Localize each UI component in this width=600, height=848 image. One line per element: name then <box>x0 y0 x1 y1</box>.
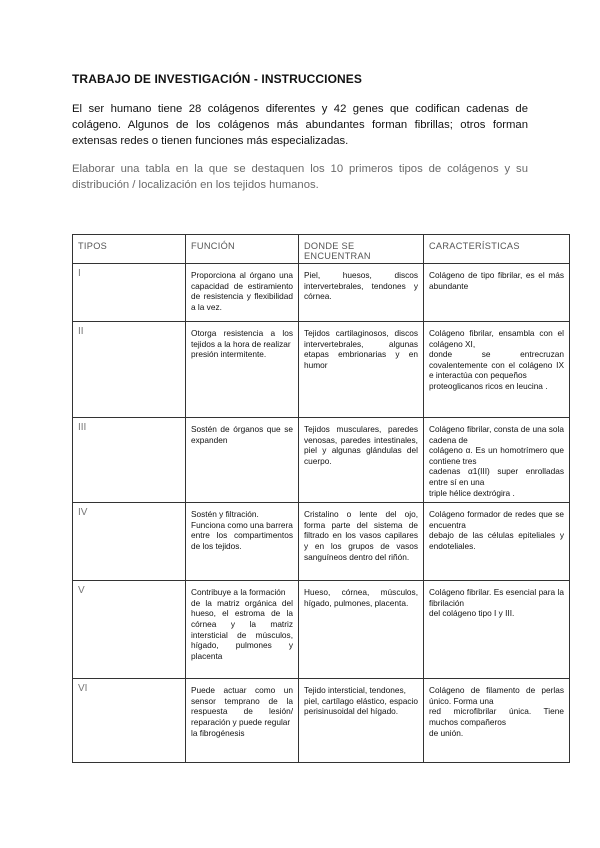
cell-donde <box>299 581 424 679</box>
header-tipos: TIPOS <box>73 235 186 264</box>
cell-tipo: II <box>73 322 186 418</box>
cell-text-line: red microfibrilar única. Tiene muchos compañeros <box>429 706 564 727</box>
cell-text-line: cadenas α1(III) super enrolladas entre sí en una <box>429 466 564 487</box>
cell-caracteristicas <box>424 679 570 763</box>
cell-text-line: Tejidos cartilaginosos, discos intervertebrales, algunas etapas embrionarias y en humor <box>304 328 418 370</box>
cell-text-line: Tejido intersticial, tendones, <box>304 685 406 696</box>
cell-text-line: debajo de las células epiteliales y endoteliales. <box>429 530 564 551</box>
cell-text-line: Hueso, córnea, músculos, hígado, pulmones, placenta. <box>304 587 418 608</box>
cell-tipo: VI <box>73 679 186 763</box>
cell-text-line: Colágeno formador de redes que se encuentra <box>429 509 564 530</box>
cell-tipo: IV <box>73 503 186 581</box>
cell-text-line: Piel, huesos, discos intervertebrales, tendones y córnea. <box>304 270 418 302</box>
cell-caracteristicas <box>424 418 570 503</box>
cell-text-line: piel, cartílago elástico, espacio perisinusoidal del hígado. <box>304 695 418 717</box>
cell-funcion <box>186 322 299 418</box>
cell-text-line: colágeno α. Es un homotrímero que contiene tres <box>429 445 564 466</box>
cell-tipo: V <box>73 581 186 679</box>
cell-text-line: Tejidos musculares, paredes venosas, paredes intestinales, piel y algunas glándulas del cuerpo. <box>304 424 418 466</box>
document-title: TRABAJO DE INVESTIGACIÓN - INSTRUCCIONES <box>72 72 363 86</box>
cell-text-line: Otorga resistencia a los tejidos a la hora de realizar <box>191 328 293 349</box>
cell-text-line: Proporciona al órgano una capacidad de estiramiento de resistencia y flexibilidad a la vez. <box>191 270 293 312</box>
cell-tipo: III <box>73 418 186 503</box>
cell-text-line: del colágeno tipo I y III. <box>429 608 515 619</box>
cell-text-line: de unión. <box>429 727 464 738</box>
cell-funcion <box>186 581 299 679</box>
cell-donde <box>299 264 424 322</box>
table-row <box>73 264 570 322</box>
cell-text-line: entre los compartimentos de los tejidos. <box>191 530 293 551</box>
cell-text-line: Contribuye a la formación <box>191 587 286 598</box>
cell-funcion <box>186 503 299 581</box>
intro-paragraph: El ser humano tiene 28 colágenos diferentes y 42 genes que codifican cadenas de colágeno. Algunos de los colágenos más abundantes forman fibrillas; otros forman extensas redes o tienen funciones más especializadas. <box>72 103 528 147</box>
collagen-table <box>72 234 570 763</box>
header-donde: DONDE SE ENCUENTRAN <box>299 235 424 264</box>
table-row <box>73 418 570 503</box>
cell-caracteristicas <box>424 581 570 679</box>
cell-funcion <box>186 418 299 503</box>
table-header-row <box>73 235 570 264</box>
cell-caracteristicas <box>424 264 570 322</box>
cell-caracteristicas <box>424 503 570 581</box>
cell-funcion <box>186 264 299 322</box>
table-row <box>73 581 570 679</box>
header-funcion: FUNCIÓN <box>186 235 299 264</box>
cell-text-line: Sostén y filtración. <box>191 509 259 520</box>
cell-text-line: presión intermitente. <box>191 349 267 360</box>
cell-text-line: Colágeno fibrilar. Es esencial para la fibrilación <box>429 587 564 608</box>
cell-tipo: I <box>73 264 186 322</box>
cell-funcion <box>186 679 299 763</box>
cell-text-line: Colágeno de tipo fibrilar, es el más abundante <box>429 270 564 291</box>
table-row <box>73 679 570 763</box>
cell-text-line: la fibrogénesis <box>191 727 245 738</box>
cell-text-line: Colágeno de filamento de perlas único. Forma una <box>429 685 564 706</box>
cell-caracteristicas <box>424 322 570 418</box>
cell-text-line: proteoglicanos ricos en leucina . <box>429 380 548 391</box>
cell-donde <box>299 418 424 503</box>
cell-text-line: triple hélice dextrógira . <box>429 487 515 498</box>
table-row <box>73 322 570 418</box>
cell-text-line: Funciona como una barrera <box>191 519 293 530</box>
header-caracteristicas: CARACTERÍSTICAS <box>424 235 570 264</box>
cell-text-line: donde se entrecruzan covalentemente con el colágeno IX e interactúa con pequeños <box>429 349 564 381</box>
instruction-paragraph: Elaborar una tabla en la que se destaquen los 10 primeros tipos de colágenos y su distribución / localización en los tejidos humanos. <box>72 163 528 191</box>
cell-text-line: Colágeno fibrilar, consta de una sola cadena de <box>429 424 564 445</box>
cell-text-line: Cristalino o lente del ojo, forma parte del sistema de filtrado en los vasos capilares y en los grupos de vasos sanguíneos dentro del riñón. <box>304 509 418 562</box>
cell-donde <box>299 679 424 763</box>
table-row <box>73 503 570 581</box>
cell-donde <box>299 503 424 581</box>
cell-donde <box>299 322 424 418</box>
cell-text-line: Puede actuar como un sensor temprano de la respuesta de lesión/ reparación y puede regular <box>191 685 293 727</box>
cell-text-line: Sostén de órganos que se expanden <box>191 424 293 445</box>
cell-text-line: de la matriz orgánica del hueso, el estroma de la córnea y la matriz intersticial de músculos, hígado, pulmones y placenta <box>191 597 293 661</box>
cell-text-line: Colágeno fibrilar, ensambla con el colágeno XI, <box>429 328 564 349</box>
